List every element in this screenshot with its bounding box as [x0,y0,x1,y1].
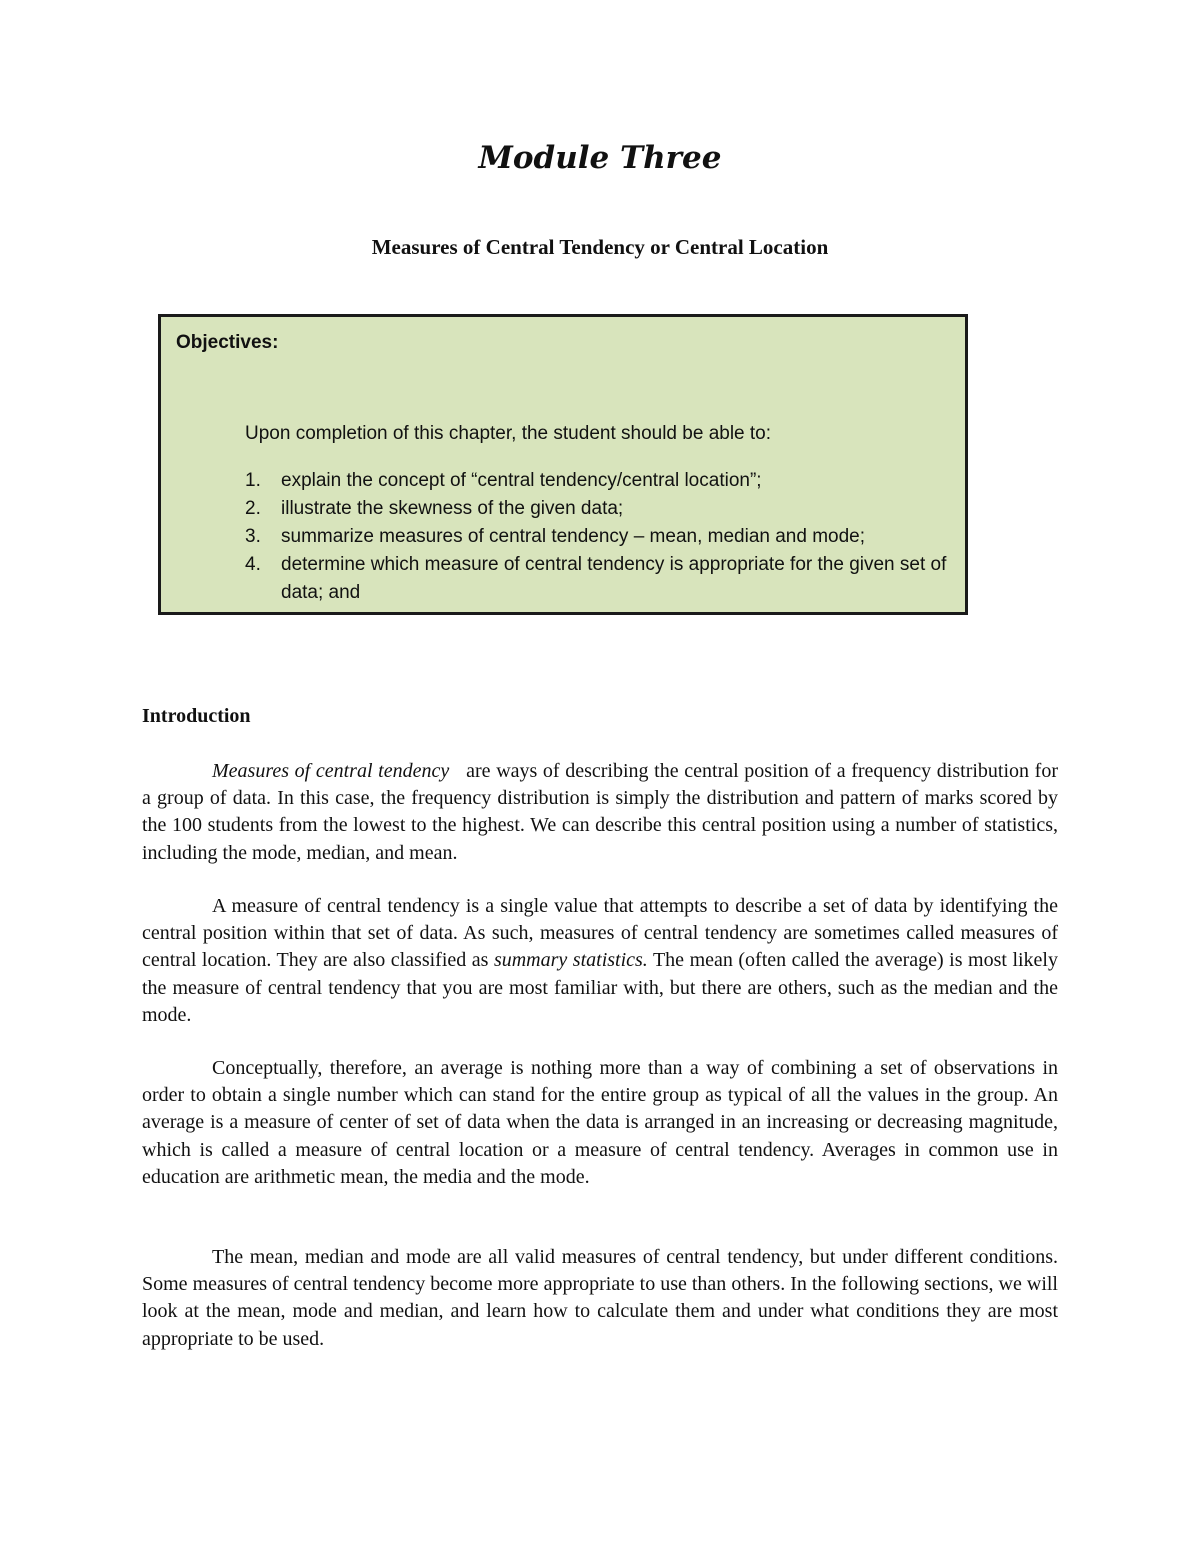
paragraph-text: The mean (often called the average) is most likely the measure of central tendency that you are most familiar with, but there are others, such as the median and the mode. [142,949,1058,1026]
intro-paragraph-1 [142,758,1063,867]
intro-paragraph-3: Conceptually, therefore, an average is nothing more than a way of combining a set of observations in order to obtain a single number which can stand for the entire group as typical of all the values in the group. An average is a measure of center of set of data when the data is arranged in an increasing or decreasing magnitude, which is called a measure of central location or a measure of central tendency. Averages in common use in education are arithmetic mean, the media and the mode. [142,1057,1058,1188]
objective-text: illustrate the skewness of the given data; [281,498,624,519]
objective-text: explain the concept of “central tendency/central location”; [281,470,762,491]
introduction-heading: Introduction [142,705,251,727]
module-title: Module Three [478,140,722,176]
page-subtitle: Measures of Central Tendency or Central Location [371,235,829,259]
objective-item [245,551,955,607]
objective-number: 4. [245,554,261,575]
objectives-heading: Objectives: [176,332,279,353]
objective-number: 3. [245,526,261,547]
intro-paragraph-4: The mean, median and mode are all valid measures of central tendency, but under different conditions. Some measures of central tendency become more appropriate to use than others. In the following sections, we will look at the mean, mode and median, and learn how to calculate them and under what conditions they are most appropriate to be used. [142,1246,1058,1350]
objectives-intro: Upon completion of this chapter, the student should be able to: [245,423,772,444]
objective-item [245,523,955,551]
objective-item [245,495,955,523]
paragraph-text: A measure of central tendency is a single value that attempts to describe a set of data by identifying the central position within that set of data. As such, measures of central tendency are sometimes called measures of central location. They are also classified as [142,895,1058,972]
term-measures-of-central-tendency: Measures of central tendency [212,760,450,782]
paragraph-text: are ways of describing the central position of a frequency distribution for a group of data. In this case, the frequency distribution is simply the distribution and pattern of marks scored by the 100 students from the lowest to the highest. We can describe this central position using a number of statistics, including the mode, median, and mean. [142,760,1063,864]
objective-text: summarize measures of central tendency – mean, median and mode; [281,526,866,547]
objective-number: 2. [245,498,261,519]
objective-text: determine which measure of central tendency is appropriate for the given set of data; and [281,554,947,603]
intro-paragraph-2 [142,893,1058,1029]
term-summary-statistics: summary statistics. [493,949,648,972]
objective-number: 1. [245,470,261,491]
objectives-list [245,467,955,607]
objectives-box [158,314,968,615]
objective-item [245,467,955,495]
